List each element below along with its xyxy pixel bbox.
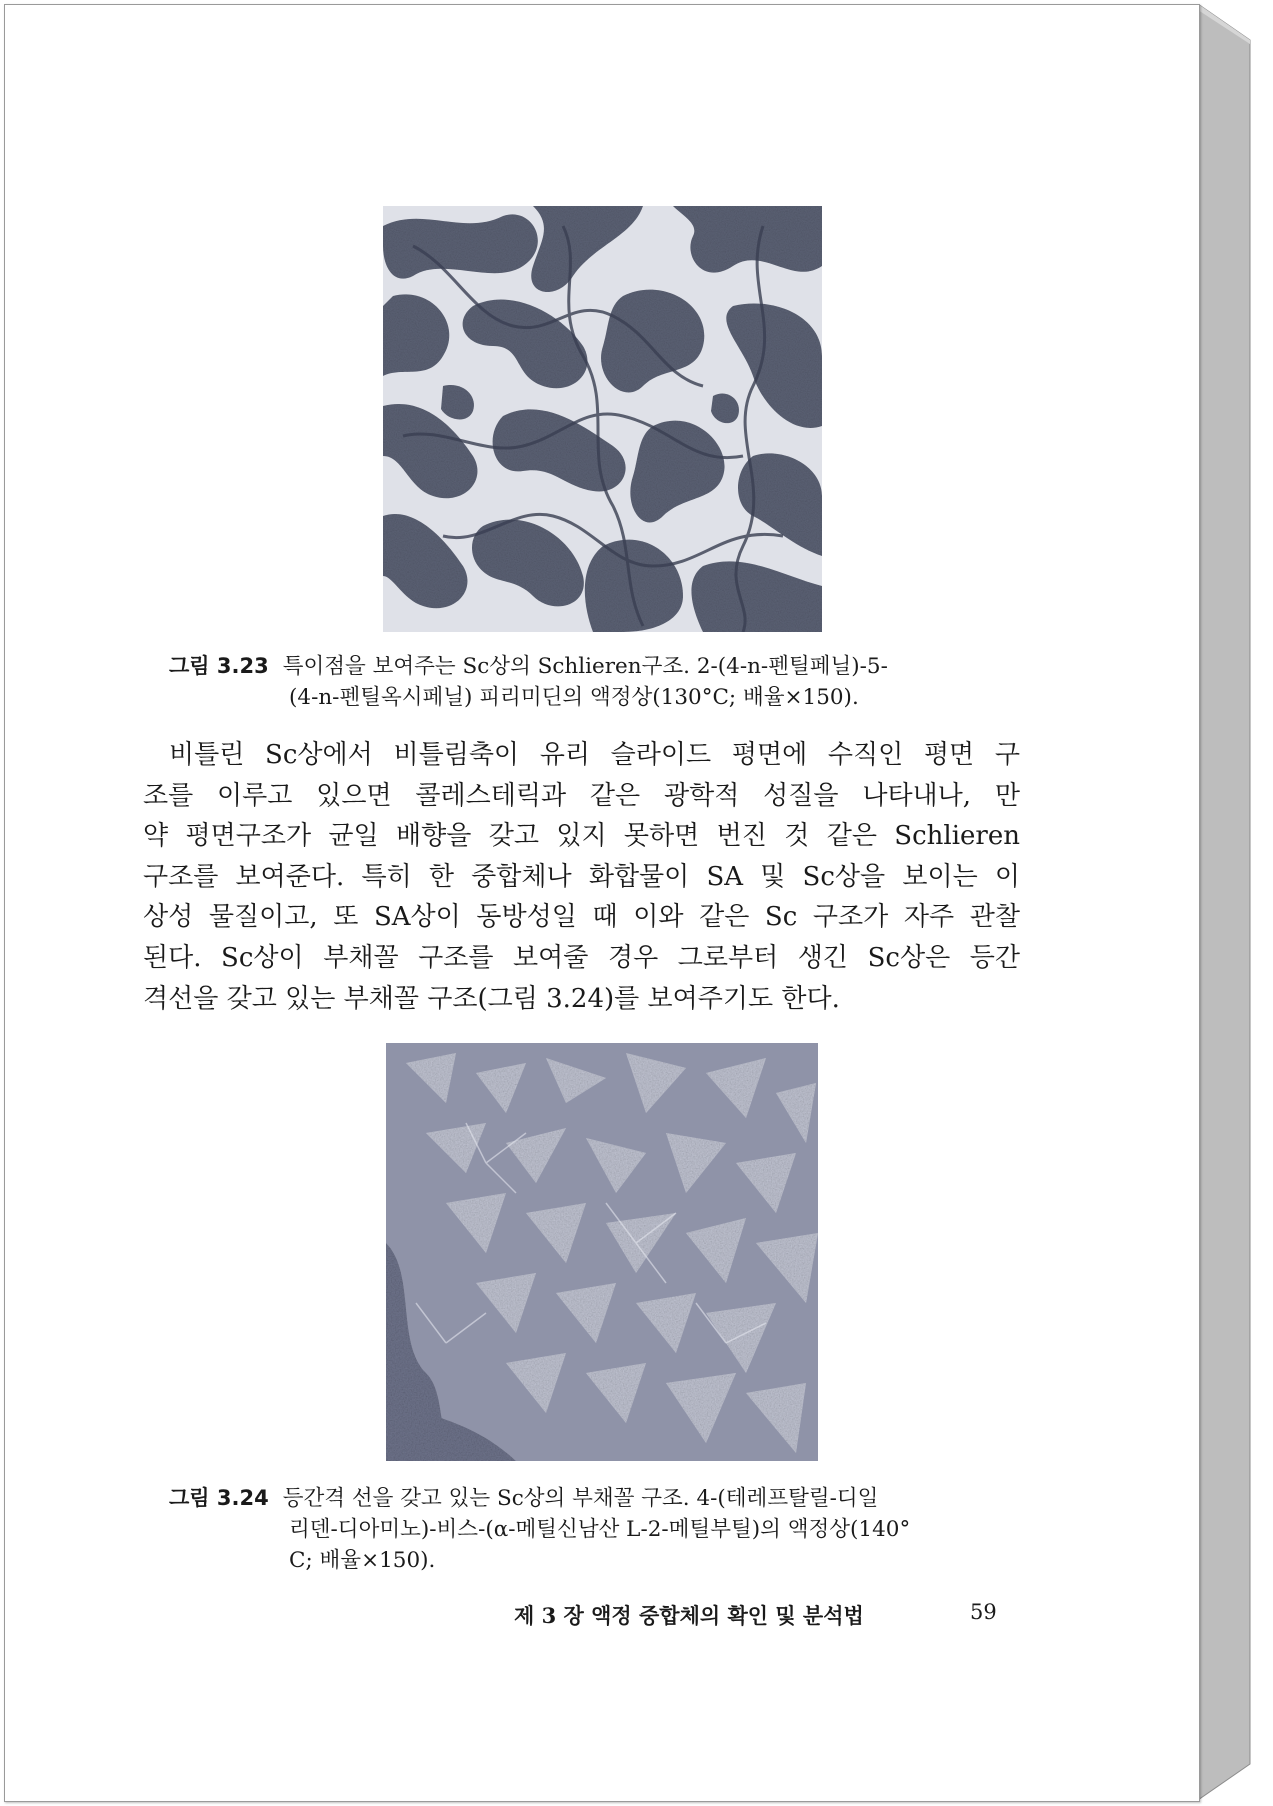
caption-line: 특이점을 보여주는 Sc상의 Schlieren구조. 2-(4-n-펜틸페닐)-5-	[282, 654, 888, 679]
caption-line: (4-n-펜틸옥시페닐) 피리미딘의 액정상(130°C; 배율×150).	[289, 685, 859, 710]
paragraph-line: 약 평면구조가 균일 배향을 갖고 있지 못하면 번진 것 같은 Schlieren	[143, 821, 1020, 852]
page-edge-shadow	[1198, 4, 1273, 1800]
body-paragraph	[143, 735, 1020, 1019]
caption-line: 등간격 선을 갖고 있는 Sc상의 부채꼴 구조. 4-(테레프탈릴-디일	[282, 1486, 879, 1511]
paragraph-line: 조를 이루고 있으면 콜레스테릭과 같은 광학적 성질을 나타내나, 만	[143, 780, 1020, 811]
caption-line: C; 배율×150).	[289, 1548, 436, 1573]
figure-caption-3-24	[169, 1483, 1039, 1576]
paragraph-line: 상성 물질이고, 또 SA상이 동방성일 때 이와 같은 Sc 구조가 자주 관찰	[143, 902, 1020, 933]
paragraph-line: 격선을 갖고 있는 부채꼴 구조(그림 3.24)를 보여주기도 한다.	[143, 983, 840, 1014]
figure-label: 그림 3.23	[169, 654, 269, 678]
figure-label: 그림 3.24	[169, 1486, 269, 1510]
paragraph-line: 비틀린 Sc상에서 비틀림축이 유리 슬라이드 평면에 수직인 평면 구	[169, 740, 1020, 770]
chapter-title: 제 3 장 액정 중합체의 확인 및 분석법	[514, 1603, 864, 1628]
paragraph-line: 된다. Sc상이 부채꼴 구조를 보여줄 경우 그로부터 생긴 Sc상은 등간	[143, 942, 1020, 973]
figure-schlieren-micrograph	[383, 206, 822, 632]
figure-caption-3-23	[169, 651, 1039, 713]
running-footer	[514, 1600, 997, 1630]
paragraph-line: 구조를 보여준다. 특히 한 중합체나 화합물이 SA 및 Sc상을 보이는 이	[143, 861, 1020, 892]
page-number: 59	[970, 1600, 997, 1624]
caption-line: 리덴-디아미노)-비스-(α-메틸신남산 L-2-메틸부틸)의 액정상(140°	[289, 1517, 911, 1542]
figure-fan-texture-micrograph	[386, 1043, 818, 1461]
